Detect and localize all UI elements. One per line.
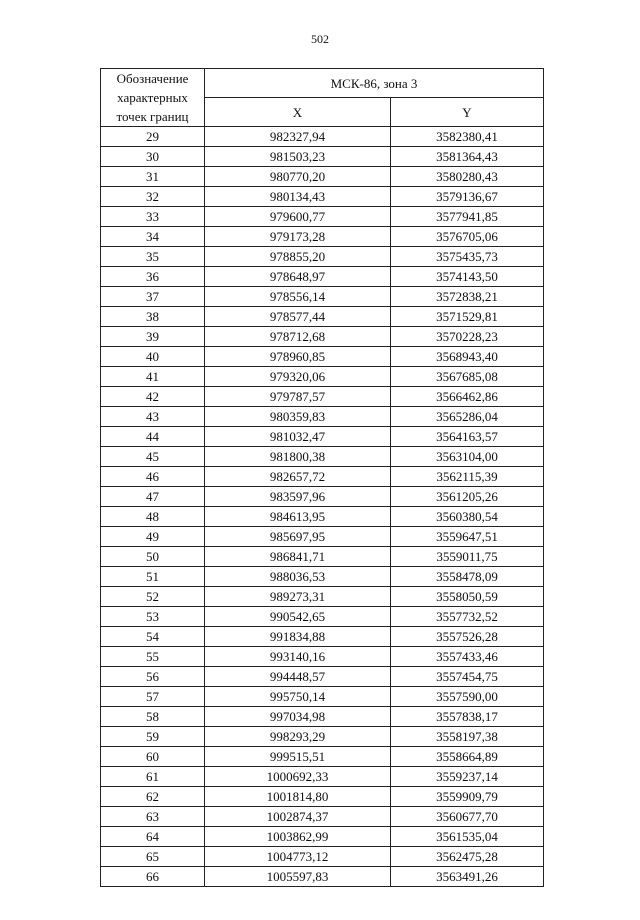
table-row xyxy=(101,247,544,267)
y-coordinate-cell: 3582380,41 xyxy=(391,127,544,147)
x-coordinate-cell: 986841,71 xyxy=(205,547,391,567)
y-coordinate-cell: 3570228,23 xyxy=(391,327,544,347)
table-row xyxy=(101,647,544,667)
x-coordinate-cell: 978556,14 xyxy=(205,287,391,307)
table-row xyxy=(101,347,544,367)
y-coordinate-cell: 3576705,06 xyxy=(391,227,544,247)
x-coordinate-cell: 980359,83 xyxy=(205,407,391,427)
x-coordinate-cell: 978712,68 xyxy=(205,327,391,347)
table-row xyxy=(101,687,544,707)
point-number-cell: 53 xyxy=(101,607,205,627)
x-coordinate-cell: 979787,57 xyxy=(205,387,391,407)
header-x: X xyxy=(205,98,391,127)
point-number-cell: 35 xyxy=(101,247,205,267)
table-row xyxy=(101,747,544,767)
x-coordinate-cell: 1003862,99 xyxy=(205,827,391,847)
y-coordinate-cell: 3581364,43 xyxy=(391,147,544,167)
table-row xyxy=(101,187,544,207)
table-row xyxy=(101,667,544,687)
x-coordinate-cell: 978960,85 xyxy=(205,347,391,367)
point-number-cell: 46 xyxy=(101,467,205,487)
table-row xyxy=(101,287,544,307)
y-coordinate-cell: 3580280,43 xyxy=(391,167,544,187)
table-row xyxy=(101,387,544,407)
y-coordinate-cell: 3568943,40 xyxy=(391,347,544,367)
table-row xyxy=(101,627,544,647)
header-points: Обозначение характерных точек границ xyxy=(101,69,205,127)
point-number-cell: 49 xyxy=(101,527,205,547)
x-coordinate-cell: 981503,23 xyxy=(205,147,391,167)
table-row xyxy=(101,707,544,727)
y-coordinate-cell: 3559647,51 xyxy=(391,527,544,547)
table-row xyxy=(101,167,544,187)
header-y: Y xyxy=(391,98,544,127)
point-number-cell: 47 xyxy=(101,487,205,507)
point-number-cell: 50 xyxy=(101,547,205,567)
point-number-cell: 59 xyxy=(101,727,205,747)
point-number-cell: 61 xyxy=(101,767,205,787)
point-number-cell: 29 xyxy=(101,127,205,147)
point-number-cell: 57 xyxy=(101,687,205,707)
x-coordinate-cell: 999515,51 xyxy=(205,747,391,767)
y-coordinate-cell: 3557732,52 xyxy=(391,607,544,627)
table-row xyxy=(101,487,544,507)
x-coordinate-cell: 1004773,12 xyxy=(205,847,391,867)
x-coordinate-cell: 978577,44 xyxy=(205,307,391,327)
y-coordinate-cell: 3579136,67 xyxy=(391,187,544,207)
y-coordinate-cell: 3577941,85 xyxy=(391,207,544,227)
table-row xyxy=(101,227,544,247)
table-body xyxy=(101,127,544,887)
table-row xyxy=(101,307,544,327)
table-row xyxy=(101,847,544,867)
point-number-cell: 43 xyxy=(101,407,205,427)
point-number-cell: 40 xyxy=(101,347,205,367)
coordinates-table xyxy=(100,68,544,887)
y-coordinate-cell: 3559909,79 xyxy=(391,787,544,807)
table-row xyxy=(101,527,544,547)
table-row xyxy=(101,827,544,847)
y-coordinate-cell: 3574143,50 xyxy=(391,267,544,287)
y-coordinate-cell: 3564163,57 xyxy=(391,427,544,447)
point-number-cell: 65 xyxy=(101,847,205,867)
table-row xyxy=(101,327,544,347)
x-coordinate-cell: 994448,57 xyxy=(205,667,391,687)
point-number-cell: 41 xyxy=(101,367,205,387)
y-coordinate-cell: 3567685,08 xyxy=(391,367,544,387)
x-coordinate-cell: 1000692,33 xyxy=(205,767,391,787)
x-coordinate-cell: 979600,77 xyxy=(205,207,391,227)
y-coordinate-cell: 3565286,04 xyxy=(391,407,544,427)
y-coordinate-cell: 3560380,54 xyxy=(391,507,544,527)
y-coordinate-cell: 3562475,28 xyxy=(391,847,544,867)
point-number-cell: 62 xyxy=(101,787,205,807)
table-row xyxy=(101,787,544,807)
x-coordinate-cell: 1005597,83 xyxy=(205,867,391,887)
y-coordinate-cell: 3562115,39 xyxy=(391,467,544,487)
y-coordinate-cell: 3571529,81 xyxy=(391,307,544,327)
point-number-cell: 42 xyxy=(101,387,205,407)
point-number-cell: 32 xyxy=(101,187,205,207)
y-coordinate-cell: 3557526,28 xyxy=(391,627,544,647)
x-coordinate-cell: 991834,88 xyxy=(205,627,391,647)
x-coordinate-cell: 982327,94 xyxy=(205,127,391,147)
y-coordinate-cell: 3560677,70 xyxy=(391,807,544,827)
x-coordinate-cell: 990542,65 xyxy=(205,607,391,627)
x-coordinate-cell: 978855,20 xyxy=(205,247,391,267)
header-zone: МСК-86, зона 3 xyxy=(205,69,544,98)
x-coordinate-cell: 978648,97 xyxy=(205,267,391,287)
point-number-cell: 36 xyxy=(101,267,205,287)
point-number-cell: 58 xyxy=(101,707,205,727)
y-coordinate-cell: 3559237,14 xyxy=(391,767,544,787)
y-coordinate-cell: 3557590,00 xyxy=(391,687,544,707)
point-number-cell: 52 xyxy=(101,587,205,607)
y-coordinate-cell: 3558664,89 xyxy=(391,747,544,767)
y-coordinate-cell: 3557838,17 xyxy=(391,707,544,727)
x-coordinate-cell: 1001814,80 xyxy=(205,787,391,807)
x-coordinate-cell: 980770,20 xyxy=(205,167,391,187)
x-coordinate-cell: 988036,53 xyxy=(205,567,391,587)
y-coordinate-cell: 3557454,75 xyxy=(391,667,544,687)
table-row xyxy=(101,447,544,467)
point-number-cell: 33 xyxy=(101,207,205,227)
y-coordinate-cell: 3557433,46 xyxy=(391,647,544,667)
x-coordinate-cell: 984613,95 xyxy=(205,507,391,527)
x-coordinate-cell: 981800,38 xyxy=(205,447,391,467)
table-row xyxy=(101,427,544,447)
table-row xyxy=(101,807,544,827)
y-coordinate-cell: 3575435,73 xyxy=(391,247,544,267)
x-coordinate-cell: 981032,47 xyxy=(205,427,391,447)
table-header xyxy=(101,69,544,127)
x-coordinate-cell: 989273,31 xyxy=(205,587,391,607)
point-number-cell: 66 xyxy=(101,867,205,887)
table-row xyxy=(101,407,544,427)
point-number-cell: 30 xyxy=(101,147,205,167)
table-row xyxy=(101,607,544,627)
y-coordinate-cell: 3558050,59 xyxy=(391,587,544,607)
x-coordinate-cell: 985697,95 xyxy=(205,527,391,547)
point-number-cell: 60 xyxy=(101,747,205,767)
y-coordinate-cell: 3563491,26 xyxy=(391,867,544,887)
point-number-cell: 38 xyxy=(101,307,205,327)
table-row xyxy=(101,727,544,747)
table-row xyxy=(101,367,544,387)
x-coordinate-cell: 980134,43 xyxy=(205,187,391,207)
table-row xyxy=(101,767,544,787)
y-coordinate-cell: 3558478,09 xyxy=(391,567,544,587)
y-coordinate-cell: 3559011,75 xyxy=(391,547,544,567)
table-row xyxy=(101,567,544,587)
point-number-cell: 45 xyxy=(101,447,205,467)
x-coordinate-cell: 995750,14 xyxy=(205,687,391,707)
y-coordinate-cell: 3572838,21 xyxy=(391,287,544,307)
table-row xyxy=(101,147,544,167)
x-coordinate-cell: 982657,72 xyxy=(205,467,391,487)
table-row xyxy=(101,547,544,567)
x-coordinate-cell: 993140,16 xyxy=(205,647,391,667)
point-number-cell: 63 xyxy=(101,807,205,827)
table-row xyxy=(101,267,544,287)
table-row xyxy=(101,127,544,147)
y-coordinate-cell: 3563104,00 xyxy=(391,447,544,467)
point-number-cell: 39 xyxy=(101,327,205,347)
table-row xyxy=(101,207,544,227)
x-coordinate-cell: 979320,06 xyxy=(205,367,391,387)
point-number-cell: 48 xyxy=(101,507,205,527)
page-number: 502 xyxy=(311,32,329,46)
x-coordinate-cell: 998293,29 xyxy=(205,727,391,747)
point-number-cell: 44 xyxy=(101,427,205,447)
y-coordinate-cell: 3561535,04 xyxy=(391,827,544,847)
x-coordinate-cell: 997034,98 xyxy=(205,707,391,727)
table-row xyxy=(101,467,544,487)
point-number-cell: 55 xyxy=(101,647,205,667)
point-number-cell: 34 xyxy=(101,227,205,247)
x-coordinate-cell: 983597,96 xyxy=(205,487,391,507)
y-coordinate-cell: 3558197,38 xyxy=(391,727,544,747)
table-row xyxy=(101,867,544,887)
point-number-cell: 64 xyxy=(101,827,205,847)
x-coordinate-cell: 1002874,37 xyxy=(205,807,391,827)
point-number-cell: 51 xyxy=(101,567,205,587)
point-number-cell: 37 xyxy=(101,287,205,307)
table-row xyxy=(101,587,544,607)
point-number-cell: 31 xyxy=(101,167,205,187)
y-coordinate-cell: 3561205,26 xyxy=(391,487,544,507)
table-row xyxy=(101,507,544,527)
point-number-cell: 56 xyxy=(101,667,205,687)
x-coordinate-cell: 979173,28 xyxy=(205,227,391,247)
point-number-cell: 54 xyxy=(101,627,205,647)
y-coordinate-cell: 3566462,86 xyxy=(391,387,544,407)
